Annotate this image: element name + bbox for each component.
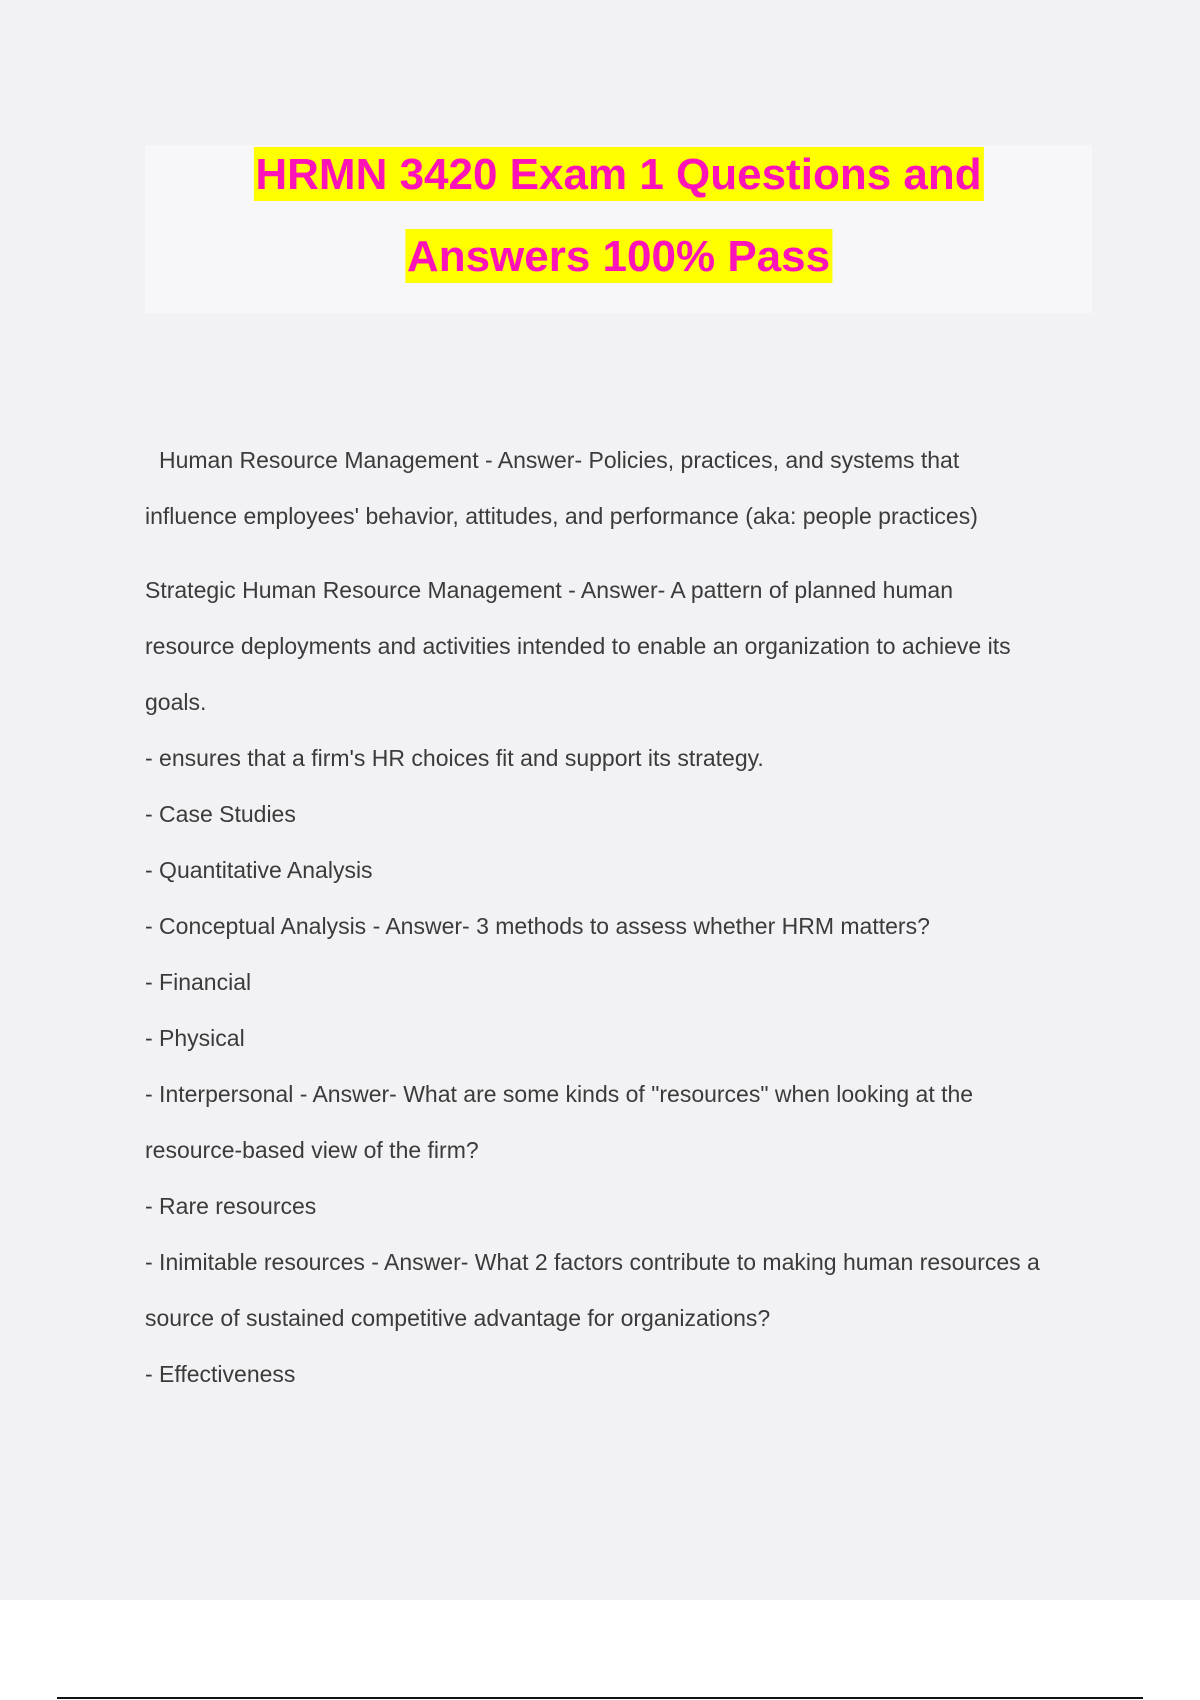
body-line: resource deployments and activities intended to enable an organization to achieve its [145, 633, 1011, 659]
body-line: - Rare resources [145, 1193, 317, 1219]
body-line: Human Resource Management - Answer- Policies, practices, and systems that [159, 447, 960, 473]
body-line: - Quantitative Analysis [145, 857, 373, 883]
document-body [145, 432, 1095, 1402]
body-line: - ensures that a firm's HR choices fit and support its strategy. [145, 745, 764, 771]
body-line: - Inimitable resources - Answer- What 2 factors contribute to making human resources a [145, 1249, 1040, 1275]
body-line: - Case Studies [145, 801, 296, 827]
body-line: - Physical [145, 1025, 245, 1051]
body-line: - Effectiveness [145, 1361, 296, 1387]
body-line: Strategic Human Resource Management - Answer- A pattern of planned human [145, 577, 954, 603]
footer-divider [57, 1697, 1143, 1699]
document-title-line-2: Answers 100% Pass [405, 229, 832, 283]
body-line: source of sustained competitive advantage for organizations? [145, 1305, 771, 1331]
body-line: - Interpersonal - Answer- What are some kinds of "resources" when looking at the [145, 1081, 974, 1107]
body-line: resource-based view of the firm? [145, 1137, 479, 1163]
body-line: goals. [145, 689, 207, 715]
body-line: - Conceptual Analysis - Answer- 3 methods to assess whether HRM matters? [145, 913, 930, 939]
document-title-line-1: HRMN 3420 Exam 1 Questions and [253, 147, 983, 201]
title-block [145, 145, 1092, 313]
body-line: influence employees' behavior, attitudes, and performance (aka: people practices) [145, 503, 978, 529]
body-line: - Financial [145, 969, 252, 995]
